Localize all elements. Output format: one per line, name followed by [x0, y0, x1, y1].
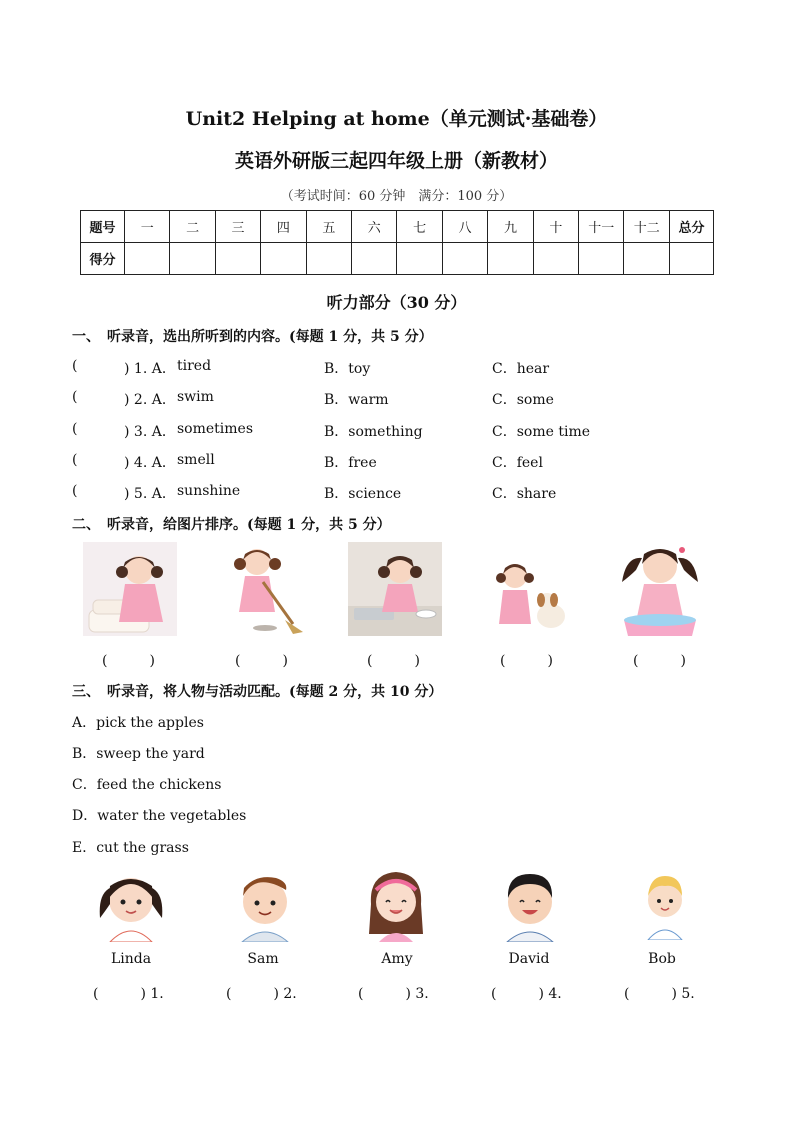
- answer-paren[interactable]: (: [72, 452, 78, 468]
- activity-option: D．water the vegetables: [72, 808, 247, 824]
- part3-heading: 三、 听录音，将人物与活动匹配。(每题 2 分，共 10 分）: [72, 684, 443, 700]
- score-table-header-row: [81, 211, 714, 243]
- activity-option: C．feed the chickens: [72, 777, 222, 793]
- score-table-row2-label: 得分: [81, 243, 125, 275]
- match-blank[interactable]: ( ) 2.: [226, 986, 297, 1002]
- activity-option: B．sweep the yard: [72, 746, 205, 762]
- score-col: 六: [352, 211, 397, 243]
- option-b: B．free: [324, 455, 377, 471]
- score-cell[interactable]: [261, 243, 306, 275]
- score-cell[interactable]: [170, 243, 215, 275]
- score-cell[interactable]: [125, 243, 170, 275]
- score-cell[interactable]: [579, 243, 624, 275]
- picture-order-blank[interactable]: ( ): [235, 653, 288, 669]
- answer-paren[interactable]: (: [72, 483, 78, 499]
- activity-option: E．cut the grass: [72, 840, 189, 856]
- score-table-score-row: [81, 243, 714, 275]
- page-title: Unit2 Helping at home（单元测试·基础卷）: [185, 108, 608, 130]
- answer-paren[interactable]: (: [72, 358, 78, 374]
- linda-portrait-icon: [92, 864, 170, 942]
- answer-paren[interactable]: (: [72, 389, 78, 405]
- score-col: 四: [261, 211, 306, 243]
- answer-paren[interactable]: (: [72, 421, 78, 437]
- person-name: David: [508, 951, 550, 967]
- part2-heading: 二、 听录音，给图片排序。(每题 1 分，共 5 分）: [72, 517, 391, 533]
- sam-portrait-icon: [226, 864, 304, 942]
- question-number: ) 2. A．: [124, 392, 176, 408]
- score-cell[interactable]: [352, 243, 397, 275]
- option-a: sometimes: [177, 421, 254, 437]
- match-blank[interactable]: ( ) 4.: [491, 986, 562, 1002]
- option-b: B．warm: [324, 392, 389, 408]
- picture-order-blank[interactable]: ( ): [633, 653, 686, 669]
- score-col: 十二: [624, 211, 670, 243]
- person-name: Linda: [110, 951, 152, 967]
- person-name: Bob: [648, 951, 676, 967]
- score-col: 十一: [579, 211, 624, 243]
- score-cell[interactable]: [670, 243, 714, 275]
- score-cell[interactable]: [442, 243, 487, 275]
- score-cell[interactable]: [624, 243, 670, 275]
- score-col: 二: [170, 211, 215, 243]
- score-table: [80, 210, 714, 275]
- option-a: swim: [177, 389, 214, 405]
- david-portrait-icon: [491, 864, 569, 942]
- match-blank[interactable]: ( ) 3.: [358, 986, 429, 1002]
- option-c: C．share: [492, 486, 557, 502]
- score-cell[interactable]: [306, 243, 351, 275]
- score-cell[interactable]: [488, 243, 533, 275]
- option-a: smell: [177, 452, 215, 468]
- score-col: 十: [533, 211, 578, 243]
- question-number: ) 1. A．: [124, 361, 176, 377]
- amy-portrait-icon: [357, 864, 435, 942]
- feeding-dog-icon: [481, 542, 575, 636]
- picture-order-blank[interactable]: ( ): [102, 653, 155, 669]
- picture-order-blank[interactable]: ( ): [500, 653, 553, 669]
- match-blank[interactable]: ( ) 1.: [93, 986, 164, 1002]
- option-b: B．science: [324, 486, 402, 502]
- score-col: 七: [397, 211, 442, 243]
- page-subtitle: 英语外研版三起四年级上册（新教材）: [234, 150, 558, 172]
- score-col: 九: [488, 211, 533, 243]
- match-blank[interactable]: ( ) 5.: [624, 986, 695, 1002]
- person-name: Amy: [381, 951, 413, 967]
- score-col: 一: [125, 211, 170, 243]
- score-col-total: 总分: [670, 211, 714, 243]
- option-c: C．some time: [492, 424, 590, 440]
- picture-order-blank[interactable]: ( ): [367, 653, 420, 669]
- option-b: B．toy: [324, 361, 371, 377]
- score-col: 五: [306, 211, 351, 243]
- sweeping-icon: [215, 542, 309, 636]
- option-c: C．some: [492, 392, 554, 408]
- exam-info: （考试时间：60 分钟 满分：100 分）: [280, 189, 513, 204]
- folding-clothes-icon: [83, 542, 177, 636]
- option-c: C．hear: [492, 361, 550, 377]
- option-b: B．something: [324, 424, 423, 440]
- score-cell[interactable]: [397, 243, 442, 275]
- score-cell[interactable]: [533, 243, 578, 275]
- washing-clothes-icon: [612, 540, 708, 636]
- question-number: ) 5. A．: [124, 486, 176, 502]
- score-cell[interactable]: [215, 243, 260, 275]
- option-a: tired: [177, 358, 212, 374]
- score-col: 三: [215, 211, 260, 243]
- bob-portrait-icon: [632, 868, 698, 940]
- part1-heading: 一、 听录音，选出所听到的内容。(每题 1 分，共 5 分）: [72, 329, 433, 345]
- person-name: Sam: [247, 951, 279, 967]
- question-number: ) 4. A．: [124, 455, 176, 471]
- option-c: C．feel: [492, 455, 543, 471]
- score-table-row1-label: 题号: [81, 211, 125, 243]
- option-a: sunshine: [177, 483, 241, 499]
- listening-section-title: 听力部分（30 分）: [326, 293, 467, 312]
- question-number: ) 3. A．: [124, 424, 176, 440]
- score-col: 八: [442, 211, 487, 243]
- activity-option: A．pick the apples: [72, 715, 204, 731]
- washing-dishes-icon: [348, 542, 442, 636]
